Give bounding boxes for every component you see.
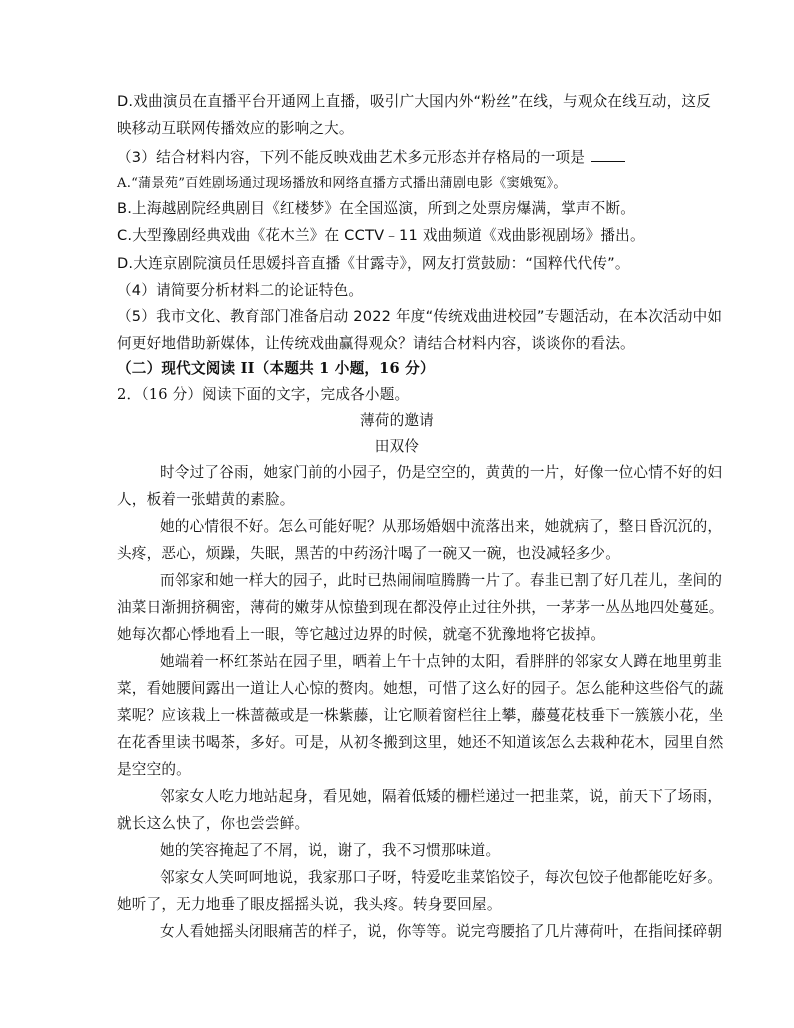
option-3d: D.大连京剧院演员任思媛抖音直播《甘露寺》，网友打赏鼓励：“国粹代代传”。: [117, 255, 630, 272]
article-line: 就长这么快了，你也尝尝鲜。: [117, 815, 310, 832]
option-d-line-2: 映移动互联网传播效应的影响之大。: [117, 120, 354, 137]
article-line: 而邻家和她一样大的园子，此时已热闹闹喧腾腾一片了。春韭已割了好几茬儿，垄间的: [160, 572, 723, 589]
question-5-line-1: （5）我市文化、教育部门准备启动 2022 年度“传统戏曲进校园”专题活动，在本次活动中如: [117, 308, 723, 325]
option-3b: B.上海越剧院经典剧目《红楼梦》在全国巡演，所到之处票房爆满，掌声不断。: [117, 200, 636, 217]
article-line: 是空空的。: [117, 761, 191, 778]
article-line: 她听了，无力地垂了眼皮摇摇头说，我头疼。转身要回屋。: [117, 896, 502, 913]
article-line: 菜，看她腰间露出一道让人心惊的赘肉。她想，可惜了这么好的园子。怎么能种这些俗气的蔬: [117, 680, 724, 697]
article-line: 菜呢？应该栽上一株蔷薇或是一株紫藤，让它顺着窗栏往上攀，藤蔓花枝垂下一簇簇小花，坐: [117, 707, 724, 724]
article-line: 她每次都心悸地看上一眼，等它越过边界的时候，就毫不犹豫地将它拔掉。: [117, 626, 606, 643]
article-line: 她端着一杯红茶站在园子里，晒着上午十点钟的太阳，看胖胖的邻家女人蹲在地里剪韭: [160, 653, 723, 670]
article-line: 邻家女人笑呵呵地说，我家那口子呀，特爱吃韭菜馅饺子，每次包饺子他都能吃好多。: [160, 869, 723, 886]
section-heading: （二）现代文阅读 II（本题共 1 小题，16 分）: [117, 360, 435, 377]
article-line: 邻家女人吃力地站起身，看见她，隔着低矮的栅栏递过一把韭菜，说，前天下了场雨，: [160, 788, 723, 805]
article-line: 在花香里读书喝茶，多好。可是，从初冬搬到这里，她还不知道该怎么去栽种花木，园里自然: [117, 734, 724, 751]
option-3c: C.大型豫剧经典戏曲《花木兰》在 CCTV﹣11 戏曲频道《戏曲影视剧场》播出。: [117, 227, 645, 244]
question-2-stem: 2．（16 分）阅读下面的文字，完成各小题。: [117, 386, 410, 403]
option-d-line-1: D.戏曲演员在直播平台开通网上直播，吸引广大国内外“粉丝”在线，与观众在线互动，这反: [117, 93, 711, 110]
answer-blank: [591, 147, 625, 162]
question-4-stem: （4）请简要分析材料二的论证特色。: [117, 282, 364, 299]
article-line: 时令过了谷雨，她家门前的小园子，仍是空空的，黄黄的一片，好像一位心情不好的妇: [160, 464, 723, 481]
question-3-stem: [117, 147, 625, 168]
article-line: 她的笑容掩起了不屑，说，谢了，我不习惯那味道。: [160, 842, 501, 859]
article-line: 油菜日渐拥挤稠密，薄荷的嫩芽从惊蛰到现在都没停止过往外拱，一茅茅一丛丛地四处蔓延。: [117, 599, 724, 616]
article-line: 人，板着一张蜡黄的素脸。: [117, 491, 295, 508]
article-title: 薄荷的邀请: [360, 412, 434, 429]
question-3-text: （3）结合材料内容，下列不能反映戏曲艺术多元形态并存格局的一项是: [117, 149, 586, 166]
article-line: 头疼，恶心，烦躁，失眠，黑苦的中药汤汁喝了一碗又一碗，也没减轻多少。: [117, 545, 620, 562]
article-line: 女人看她摇头闭眼痛苦的样子，说，你等等。说完弯腰掐了几片薄荷叶，在指间揉碎朝: [160, 923, 723, 940]
article-author: 田双伶: [374, 438, 420, 455]
article-line: 她的心情很不好。怎么可能好呢？从那场婚姻中流落出来，她就病了，整日昏沉沉的，: [160, 518, 723, 535]
option-3a: A.“蒲景苑”百姓剧场通过现场播放和网络直播方式播出蒲剧电影《窦娥冤》。: [117, 176, 567, 191]
question-5-line-2: 何更好地借助新媒体，让传统戏曲赢得观众？请结合材料内容，谈谈你的看法。: [117, 335, 635, 352]
